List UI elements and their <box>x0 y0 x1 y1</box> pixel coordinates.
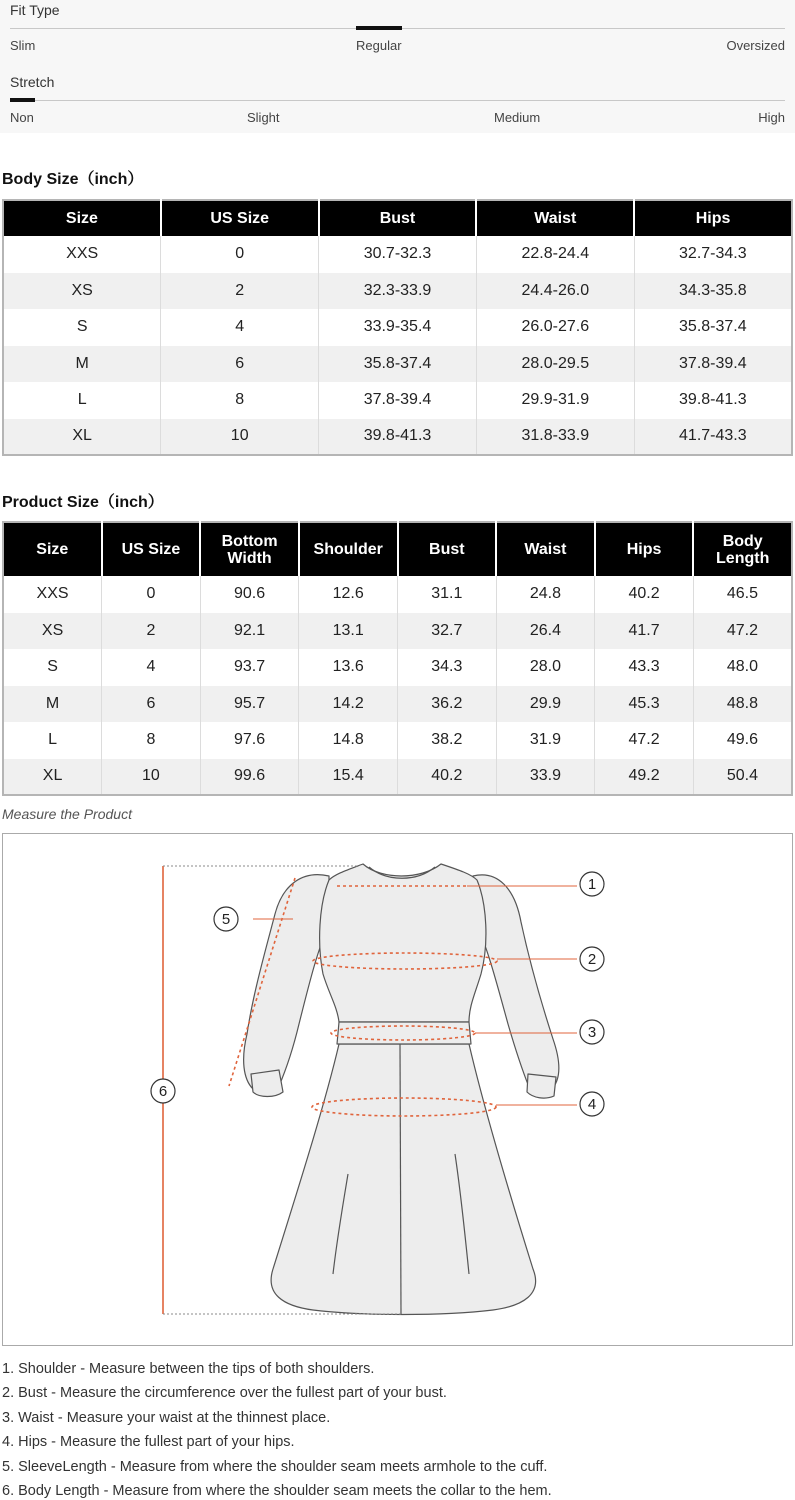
table-cell: 0 <box>102 576 201 613</box>
table-cell: XXS <box>66 245 99 263</box>
marker-4-label: 4 <box>587 1096 597 1113</box>
column-header: US Size <box>102 522 201 576</box>
table-cell: 40.2 <box>398 759 497 796</box>
table-row <box>3 236 792 273</box>
table-cell: 97.6 <box>200 722 299 759</box>
body-size-table <box>2 199 793 456</box>
table-cell: 34.3 <box>398 649 497 686</box>
table-header-row <box>3 200 792 236</box>
table-row <box>3 613 792 650</box>
marker-3-label: 3 <box>587 1024 597 1041</box>
table-cell: 37.8-39.4 <box>634 346 792 383</box>
column-header: Bust <box>398 522 497 576</box>
table-cell: 47.2 <box>693 613 792 650</box>
table-cell: 43.3 <box>595 649 694 686</box>
table-row <box>3 346 792 383</box>
table-cell: 13.6 <box>299 649 398 686</box>
table-cell: 33.9 <box>496 759 595 796</box>
stretch-indicator <box>10 98 35 102</box>
note-waist: 3. Waist - Measure your waist at the thinnest place. <box>2 1409 331 1426</box>
table-cell: S <box>47 658 58 676</box>
column-header: Bottom Width <box>200 522 299 576</box>
product-size-table <box>2 521 793 796</box>
measurement-notes <box>2 1357 792 1500</box>
column-header: Shoulder <box>299 522 398 576</box>
column-header: Waist <box>496 522 595 576</box>
table-cell: 31.1 <box>398 576 497 613</box>
table-cell: 6 <box>102 686 201 723</box>
stretch-track <box>10 100 785 101</box>
table-cell: 12.6 <box>299 576 398 613</box>
dress-diagram <box>3 834 792 1345</box>
table-row <box>3 649 792 686</box>
table-cell: 28.0 <box>496 649 595 686</box>
table-cell: 93.7 <box>200 649 299 686</box>
column-header: Waist <box>476 200 634 236</box>
measure-diagram <box>2 833 793 1346</box>
table-cell: M <box>3 686 102 723</box>
table-cell: XL <box>3 419 161 456</box>
table-cell: 22.8-24.4 <box>476 236 634 273</box>
table-cell: 32.7-34.3 <box>634 236 792 273</box>
table-cell: 4 <box>102 649 201 686</box>
table-cell: 49.2 <box>595 759 694 796</box>
table-cell: 36.2 <box>398 686 497 723</box>
stretch-label-medium: Medium <box>494 110 541 125</box>
table-cell: 31.8-33.9 <box>476 419 634 456</box>
table-cell: 35.8-37.4 <box>634 309 792 346</box>
table-row <box>3 759 792 796</box>
table-cell: 6 <box>161 346 319 383</box>
stretch-title: Stretch <box>10 74 55 90</box>
table-cell: 4 <box>161 309 319 346</box>
table-cell: 48.8 <box>693 686 792 723</box>
column-header: Size <box>3 522 102 576</box>
column-header: Hips <box>595 522 694 576</box>
table-row <box>3 419 792 456</box>
marker-1-label: 1 <box>587 876 597 893</box>
table-cell: L <box>77 391 87 409</box>
table-row <box>3 382 792 419</box>
table-cell: 33.9-35.4 <box>319 309 477 346</box>
table-cell: 24.8 <box>496 576 595 613</box>
stretch-label-slight: Slight <box>247 110 280 125</box>
table-row <box>3 576 792 613</box>
fit-type-label-oversized: Oversized <box>726 38 785 53</box>
table-cell: 14.8 <box>299 722 398 759</box>
table-cell: 29.9 <box>496 686 595 723</box>
column-header: Body Length <box>693 522 792 576</box>
table-cell: 92.1 <box>200 613 299 650</box>
table-cell: S <box>76 318 88 336</box>
table-cell: 10 <box>102 759 201 796</box>
table-cell: 90.6 <box>200 576 299 613</box>
dress-illustration-icon <box>244 864 559 1315</box>
table-cell: 2 <box>102 613 201 650</box>
table-row <box>3 273 792 310</box>
table-cell: 32.3-33.9 <box>319 273 477 310</box>
table-cell: 8 <box>102 722 201 759</box>
table-cell: 41.7-43.3 <box>634 419 792 456</box>
table-cell: L <box>48 731 58 749</box>
table-cell: 31.9 <box>496 722 595 759</box>
marker-6-label: 6 <box>158 1083 168 1100</box>
table-cell: 15.4 <box>299 759 398 796</box>
note-hips: 4. Hips - Measure the fullest part of your hips. <box>2 1434 295 1451</box>
table-cell: 2 <box>161 273 319 310</box>
table-cell: 26.0-27.6 <box>476 309 634 346</box>
table-cell: 37.8-39.4 <box>319 382 477 419</box>
table-cell: 13.1 <box>299 613 398 650</box>
table-cell: 47.2 <box>595 722 694 759</box>
table-header-row <box>3 522 792 576</box>
product-size-title: Product Size（inch） <box>2 494 164 511</box>
body-size-title: Body Size（inch） <box>2 171 144 188</box>
table-cell: XXS <box>36 585 69 603</box>
table-row <box>3 722 792 759</box>
fit-type-title: Fit Type <box>10 2 60 18</box>
table-cell: 38.2 <box>398 722 497 759</box>
stretch-label-non: Non <box>10 110 34 125</box>
table-cell: 48.0 <box>693 649 792 686</box>
table-cell: 8 <box>161 382 319 419</box>
table-cell: 10 <box>161 419 319 456</box>
table-cell: 46.5 <box>693 576 792 613</box>
measure-caption: Measure the Product <box>2 806 132 822</box>
table-cell: 34.3-35.8 <box>634 273 792 310</box>
table-cell: XL <box>3 759 102 796</box>
table-cell: M <box>3 346 161 383</box>
table-cell: XS <box>3 273 161 310</box>
table-cell: 95.7 <box>200 686 299 723</box>
table-row <box>3 686 792 723</box>
table-cell: 39.8-41.3 <box>634 382 792 419</box>
column-header: Size <box>3 200 161 236</box>
marker-5-label: 5 <box>221 911 231 928</box>
table-cell: 24.4-26.0 <box>476 273 634 310</box>
table-cell: 30.7-32.3 <box>319 236 477 273</box>
column-header: US Size <box>161 200 319 236</box>
table-cell: 40.2 <box>595 576 694 613</box>
table-row <box>3 309 792 346</box>
note-body-length: 6. Body Length - Measure from where the shoulder seam meets the collar to the hem. <box>2 1483 552 1500</box>
note-bust: 2. Bust - Measure the circumference over the fullest part of your bust. <box>2 1385 447 1402</box>
table-cell: 49.6 <box>693 722 792 759</box>
table-cell: 28.0-29.5 <box>476 346 634 383</box>
table-cell: 35.8-37.4 <box>319 346 477 383</box>
table-cell: 26.4 <box>496 613 595 650</box>
table-cell: 29.9-31.9 <box>476 382 634 419</box>
table-cell: 39.8-41.3 <box>319 419 477 456</box>
table-cell: 14.2 <box>299 686 398 723</box>
table-cell: XS <box>3 613 102 650</box>
fit-type-label-slim: Slim <box>10 38 36 53</box>
stretch-label-high: High <box>758 110 785 125</box>
table-cell: 41.7 <box>595 613 694 650</box>
table-cell: 32.7 <box>398 613 497 650</box>
column-header: Hips <box>634 200 792 236</box>
fit-type-label-regular: Regular <box>356 38 402 53</box>
note-sleeve-length: 5. SleeveLength - Measure from where the shoulder seam meets armhole to the cuff. <box>2 1458 548 1475</box>
column-header: Bust <box>319 200 477 236</box>
marker-2-label: 2 <box>587 951 597 968</box>
table-cell: 0 <box>161 236 319 273</box>
fit-panel <box>0 0 795 133</box>
table-cell: 50.4 <box>693 759 792 796</box>
note-shoulder: 1. Shoulder - Measure between the tips of both shoulders. <box>2 1361 375 1377</box>
table-cell: 99.6 <box>200 759 299 796</box>
table-cell: 45.3 <box>595 686 694 723</box>
fit-type-indicator <box>356 26 402 30</box>
